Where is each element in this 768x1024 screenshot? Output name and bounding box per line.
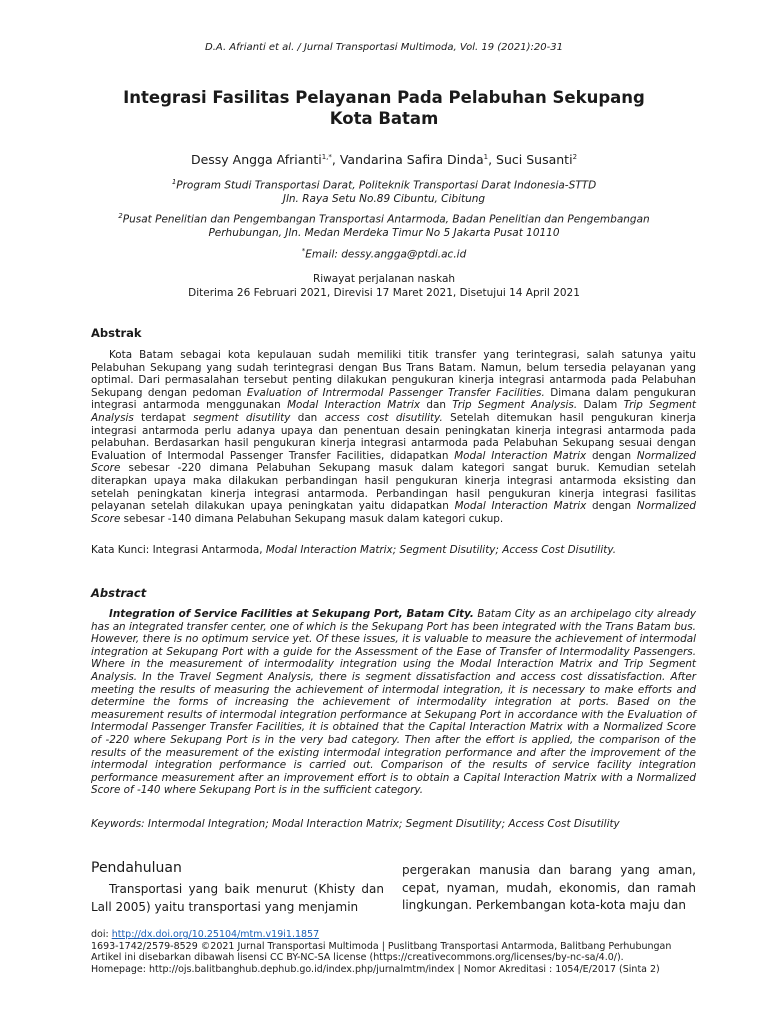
abstrak-italic: access cost disutility.: [324, 411, 443, 424]
abstrak-text: Dimana dalam pengukuran integrasi antarmoda menggunakan: [91, 386, 696, 412]
abstrak-italic: Normalized Score: [91, 449, 696, 475]
email-sup: *: [301, 247, 306, 255]
citation-text: D.A. Afrianti et al. / Jurnal Transportasi Multimoda, Vol. 19 (2021):20-31: [205, 42, 563, 53]
abstrak-italic: Evaluation of Intrermodal Passenger Transfer Facilities.: [246, 386, 545, 399]
abstrak-text: dengan: [586, 500, 637, 513]
author-3-sup: 2: [572, 152, 578, 161]
abstrak-text: dan: [420, 399, 453, 412]
aff1-line-2: Jln. Raya Setu No.89 Cibuntu, Cibitung: [282, 192, 486, 205]
abstrak-italic: Normalized Score: [91, 500, 696, 525]
abstrak-italic: Trip Segment Analysis: [91, 399, 696, 424]
affiliation-1: [84, 176, 684, 206]
abstrak-text: Kota Batam sebagai kota kepulauan sudah memiliki titik transfer yang terintegrasi, salah satunya yaitu Pelabuhan Sekupang yang sudah terintegrasi dengan Bus Trans Batam. Namun, belum tersedia pelayanan yang optimal. Dari permasalahan tersebut penting dilakukan pengukuran kinerja integrasi antarmoda pada Pelabuhan Sekupang dengan pedoman: [91, 349, 696, 399]
aff1-line-1: Program Studi Transportasi Darat, Politeknik Transportasi Darat Indonesia-STTD: [176, 179, 597, 192]
intro-left-text: Transportasi yang baik menurut (Khisty dan Lall 2005) yaitu transportasi yang menjamin: [91, 882, 384, 914]
abstrak-italic: Modal Interaction Matrix: [454, 449, 587, 462]
affiliation-2: [84, 210, 684, 240]
kata-kunci-terms: Modal Interaction Matrix; Segment Disutility; Access Cost Disutility.: [265, 544, 617, 556]
abstrak-text: Dalam: [577, 399, 624, 412]
history-label: Riwayat perjalanan naskah: [312, 273, 456, 285]
abstrak-body: [91, 349, 696, 525]
license-line: Artikel ini disebarkan dibawah lisensi CC BY-NC-SA license (https://creativecommons.org/licenses/by-nc-sa/4.0/).: [91, 952, 624, 963]
abstrak-text: sebesar -220 dimana Pelabuhan Sekupang masuk dalam kategori sangat buruk. Kemudian setelah diterapkan upaya maka dilakukan perbandingan hasil pengukuran kinerja integrasi antarmoda eksisting dan setelah peningkatan kinerja integrasi antarmoda. Perbandingan hasil pengukuran kinerja integrasi fasilitas pelayanan setelah dilakukan upaya peningkatan yaitu didapatkan: [91, 462, 696, 513]
author-list: [0, 152, 768, 167]
abstract-lead: Integration of Service Facilities at Sekupang Port, Batam City.: [109, 608, 474, 620]
author-1-sup: 1,*: [321, 152, 332, 161]
manuscript-history: [84, 273, 684, 300]
abstrak-text: Setelah ditemukan hasil pengukuran kinerja integrasi antarmoda perlu adanya upaya dan penentuan desain peningkatan kinerja integrasi antarmoda pada pelabuhan. Berdasarkan hasil pengukuran kinerja integrasi antarmoda pada Pelabuhan Sekupang sesuai dengan Evaluation of Intermodal Passenger Transfer Facilities, didapatkan: [91, 411, 696, 462]
abstract-text: Batam City as an archipelago city already has an integrated transfer center, one of which is the Sekupang Port has been integrated with the Trans Batam bus. However, there is no optimum service yet. Of these issues, it is valuable to measure the achievement of intermodal integration at Sekupang Port with a guide for the Assessment of the Ease of Transfer of Intermodality Passengers. Where in the measurement of intermodality integration using the Modal Interaction Matrix and Trip Segment Analysis. In the Travel Segment Analysis, there is segment dissatisfaction and access cost dissatisfaction. After meeting the results of measuring the achievement of intermodal integration, it is necessary to make efforts and determine the forms of increasing the achievement of intermodality integration at ports. Based on the measurement results of intermodal integration performance at Sekupang Port in accordance with the Evaluation of Intermodal Passenger Transfer Facilities, it is obtained that the Capital Interaction Matrix with a Normalized Score of -220 where Sekupang Port is in the very bad category. Then after the effort is applied, the comparison of the results of the measurement of the existing intermodal integration performance and after the improvement of the intermodal integration performance is carried out. Comparison of the results of service facility integration performance measurement after an improvement effort is to obtain a Capital Interaction Matrix with a Normalized Score of -140 where Sekupang Port is in the sufficient category.: [91, 608, 696, 797]
abstrak-text: terdapat: [133, 411, 194, 424]
email-text: Email: dessy.angga@ptdi.ac.id: [305, 248, 467, 261]
abstract-heading: Abstract: [91, 586, 147, 600]
author-3: , Suci Susanti: [488, 152, 573, 167]
abstrak-text: dan: [290, 411, 325, 424]
page-footer: [91, 929, 711, 975]
history-dates: Diterima 26 Februari 2021, Direvisi 17 Maret 2021, Disetujui 14 April 2021: [188, 286, 580, 299]
keywords-line: Keywords: Intermodal Integration; Modal Interaction Matrix; Segment Disutility; Access Cost Disutility: [91, 818, 620, 830]
intro-right-text: pergerakan manusia dan barang yang aman, cepat, nyaman, mudah, ekonomis, dan ramah lingkungan. Perkembangan kota-kota maju dan: [402, 863, 696, 912]
kata-kunci: [91, 544, 696, 556]
intro-left-column: [91, 860, 384, 916]
abstract-body: [91, 608, 696, 797]
intro-right-column: [402, 862, 696, 915]
author-1: Dessy Angga Afrianti: [190, 152, 322, 167]
aff2-sup: 2: [118, 212, 123, 220]
author-2-sup: 1: [483, 152, 489, 161]
aff1-sup: 1: [171, 178, 177, 186]
intro-heading: Pendahuluan: [91, 860, 182, 876]
abstrak-text: sebesar -140 dimana Pelabuhan Sekupang masuk dalam kategori cukup.: [120, 512, 504, 525]
abstrak-heading: Abstrak: [91, 326, 142, 340]
doi-label: doi:: [91, 929, 112, 940]
homepage-line: Homepage: http://ojs.balitbanghub.dephub.go.id/index.php/jurnalmtm/index | Nomor Akreditasi : 1054/E/2017 (Sinta 2): [91, 963, 660, 975]
kata-kunci-label: Kata Kunci: Integrasi Antarmoda,: [91, 544, 266, 556]
title-line-2: Kota Batam: [329, 109, 439, 128]
abstrak-italic: Modal Interaction Matrix: [454, 500, 587, 513]
issn-line: 1693-1742/2579-8529 ©2021 Jurnal Transportasi Multimoda | Puslitbang Transportasi Antarmoda, Balitbang Perhubungan: [91, 940, 672, 952]
aff2-line-1: Pusat Penelitian dan Pengembangan Transportasi Antarmoda, Badan Penelitian dan Pengembangan: [122, 213, 650, 226]
article-title: [84, 87, 684, 129]
abstrak-italic: segment disutility: [193, 411, 291, 424]
aff2-line-2: Perhubungan, Jln. Medan Merdeka Timur No 5 Jakarta Pusat 10110: [208, 226, 560, 239]
title-line-1: Integrasi Fasilitas Pelayanan Pada Pelabuhan Sekupang: [123, 88, 645, 107]
abstrak-text: dengan: [586, 449, 637, 462]
author-2: , Vandarina Safira Dinda: [331, 152, 484, 167]
doi-link[interactable]: http://dx.doi.org/10.25104/mtm.v19i1.1857: [111, 929, 320, 940]
abstrak-italic: Trip Segment Analysis.: [452, 399, 578, 412]
abstrak-italic: Modal Interaction Matrix: [287, 399, 421, 412]
running-header: [0, 42, 768, 53]
email-line: [84, 245, 684, 262]
